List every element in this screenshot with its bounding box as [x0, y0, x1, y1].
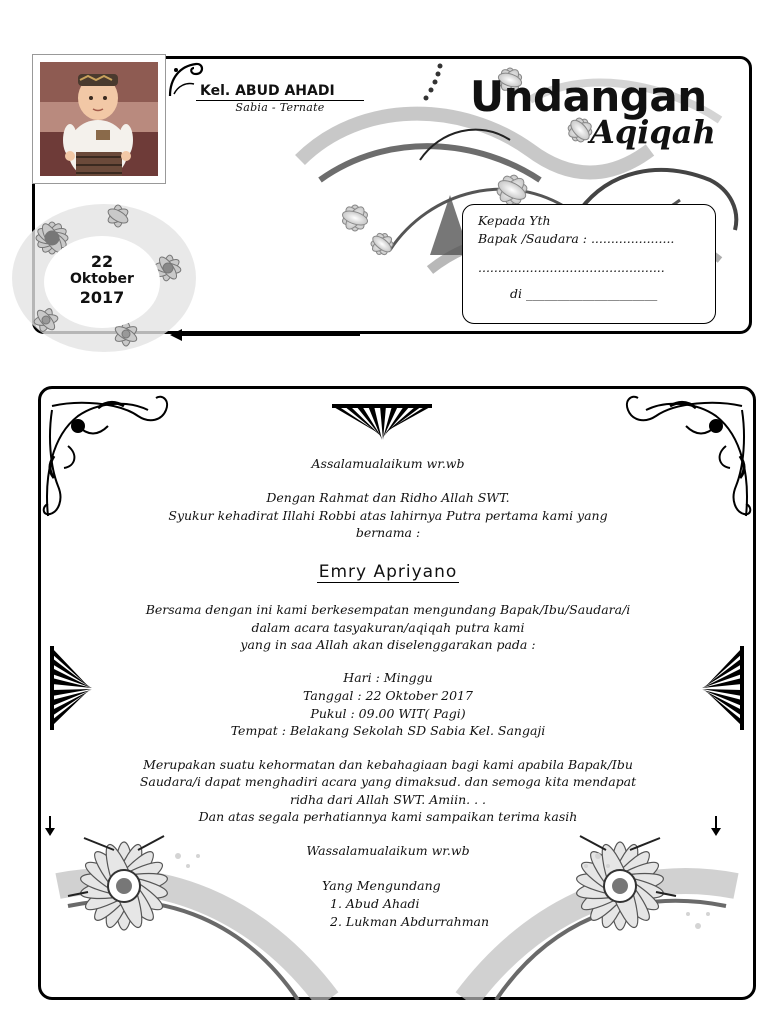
- event-date: Tanggal : 22 Oktober 2017: [303, 688, 473, 703]
- invitation-subtitle: Aqiqah: [590, 113, 716, 151]
- salam: Wassalamualaikum wr.wb: [306, 843, 470, 858]
- address-greeting: Kepada Yth: [478, 213, 551, 228]
- invitation-title: Undangan: [470, 72, 707, 121]
- intro-line-1: Dengan Rahmat dan Ridho Allah SWT.: [266, 490, 510, 505]
- intro-line-2: Syukur kehadirat Illahi Robbi atas lahirnya Putra pertama kami yang: [168, 508, 608, 523]
- date-day: 22: [90, 252, 114, 271]
- address-location: di _____________________: [510, 286, 658, 301]
- signer-1: 1. Abud Ahadi: [330, 896, 420, 911]
- address-blank-line: ...............................................: [478, 260, 665, 275]
- arrow-left-icon: [170, 328, 360, 342]
- child-name: [88, 562, 688, 582]
- closing-line-2: Saudara/i dapat menghadiri acara yang dimaksud. dan semoga kita mendapat: [139, 774, 637, 789]
- date-year: 2017: [79, 288, 125, 307]
- event-time: Pukul : 09.00 WIT( Pagi): [310, 706, 466, 721]
- arrow-down-icon: [45, 816, 55, 836]
- signature-label: Yang Mengundang: [322, 878, 441, 893]
- invite-line-2: dalam acara tasyakuran/aqiqah putra kami: [251, 620, 525, 635]
- event-place: Tempat : Belakang Sekolah SD Sabia Kel. Sangaji: [230, 723, 546, 738]
- intro-line-3: bernama :: [355, 525, 421, 540]
- sunburst-icon: [50, 646, 92, 730]
- closing-line-3: ridha dari Allah SWT. Amiin. . .: [289, 792, 486, 807]
- child-name-text: Emry Apriyano: [318, 562, 458, 582]
- invite-line-3: yang in saa Allah akan diselenggarakan pada :: [240, 637, 536, 652]
- family-place: Sabia - Ternate: [235, 101, 325, 114]
- family-name: Kel. ABUD AHADI: [196, 82, 364, 101]
- event-day: Hari : Minggu: [343, 670, 433, 685]
- signer-2: 2. Lukman Abdurrahman: [330, 914, 490, 929]
- greeting: Assalamualaikum wr.wb: [311, 456, 465, 471]
- arrow-down-icon: [711, 816, 721, 836]
- sunburst-icon: [702, 646, 744, 730]
- date-month: Oktober: [70, 271, 134, 287]
- closing-line-1: Merupakan suatu kehormatan dan kebahagiaan bagi kami apabila Bapak/Ibu: [143, 757, 633, 772]
- sunburst-icon: [332, 404, 432, 440]
- address-recipient: Bapak /Saudara : .....................: [478, 231, 675, 246]
- closing-line-4: Dan atas segala perhatiannya kami sampaikan terima kasih: [198, 809, 578, 824]
- invite-line-1: Bersama dengan ini kami berkesempatan mengundang Bapak/Ibu/Saudara/i: [145, 602, 631, 617]
- baby-photo: [40, 62, 158, 176]
